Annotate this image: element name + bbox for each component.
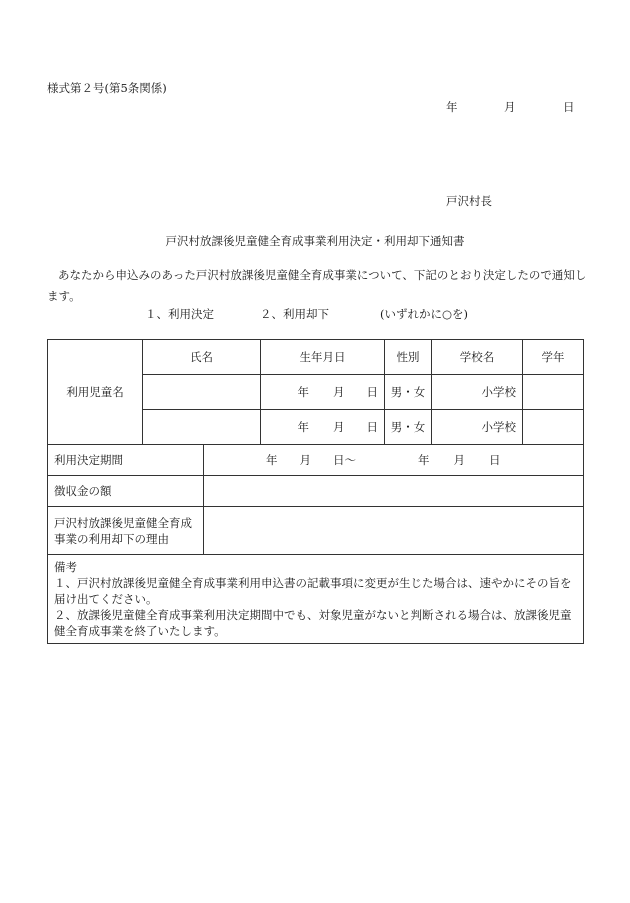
dob-day: 日 [366,420,378,434]
option-note: (いずれかに○を) [380,307,469,321]
period-from-year: 年 [266,453,278,467]
header-dob: 生年月日 [261,340,385,375]
dob-month: 月 [333,420,345,434]
reject-reason-row [48,507,584,555]
dob-cell[interactable] [261,410,385,445]
period-label: 利用決定期間 [48,445,204,476]
period-to-month: 月 [453,453,465,467]
recipient: 戸沢村長 [446,194,492,208]
fee-row [48,476,584,507]
school-cell[interactable]: 小学校 [432,410,523,445]
notes-heading: 備考 [54,560,77,574]
dob-year: 年 [297,420,309,434]
header-name: 氏名 [143,340,261,375]
notes-row [48,555,584,644]
period-row [48,445,584,476]
body-text: あなたから申込みのあった戸沢村放課後児童健全育成事業について、下記のとおり決定したので通知します。 [47,268,587,303]
option-rejection: ２、利用却下 [260,307,329,321]
notes-item-1: １、戸沢村放課後児童健全育成事業利用申込書の記載事項に変更が生じた場合は、速やかにその旨を届け出てください。 [54,576,572,606]
gender-cell[interactable]: 男・女 [385,410,432,445]
period-from-day: 日〜 [333,453,356,467]
school-cell[interactable]: 小学校 [432,375,523,410]
grade-cell[interactable] [523,410,584,445]
period-cell[interactable] [204,445,584,476]
reject-reason-label [48,507,204,555]
period-to-year: 年 [418,453,430,467]
date-year: 年 [446,100,458,114]
grade-cell[interactable] [523,375,584,410]
dob-month: 月 [333,385,345,399]
dob-day: 日 [366,385,378,399]
document-title: 戸沢村放課後児童健全育成事業利用決定・利用却下通知書 [165,234,465,248]
dob-cell[interactable] [261,375,385,410]
fee-label: 徴収金の額 [48,476,204,507]
form-number: 様式第２号(第5条関係) [47,81,167,95]
reject-reason-label-line2: 事業の利用却下の理由 [54,531,169,546]
table-header-row [48,340,584,375]
notes-cell [48,555,584,644]
fee-cell[interactable] [204,476,584,507]
date-month: 月 [504,100,516,114]
option-decision: １、利用決定 [145,307,214,321]
notes-item-2: ２、放課後児童健全育成事業利用決定期間中でも、対象児童がないと判断される場合は、放課後児童健全育成事業を終了いたします。 [54,608,572,638]
header-gender: 性別 [385,340,432,375]
period-from-month: 月 [299,453,311,467]
header-school: 学校名 [432,340,523,375]
notification-table [47,339,584,644]
dob-year: 年 [297,385,309,399]
reject-reason-label-line1: 戸沢村放課後児童健全育成 [54,515,192,530]
date-day: 日 [563,100,575,114]
reject-reason-cell[interactable] [204,507,584,555]
header-grade: 学年 [523,340,584,375]
child-label: 利用児童名 [48,340,143,445]
gender-cell[interactable]: 男・女 [385,375,432,410]
child-name-cell[interactable] [143,375,261,410]
period-to-day: 日 [489,453,501,467]
child-name-cell[interactable] [143,410,261,445]
